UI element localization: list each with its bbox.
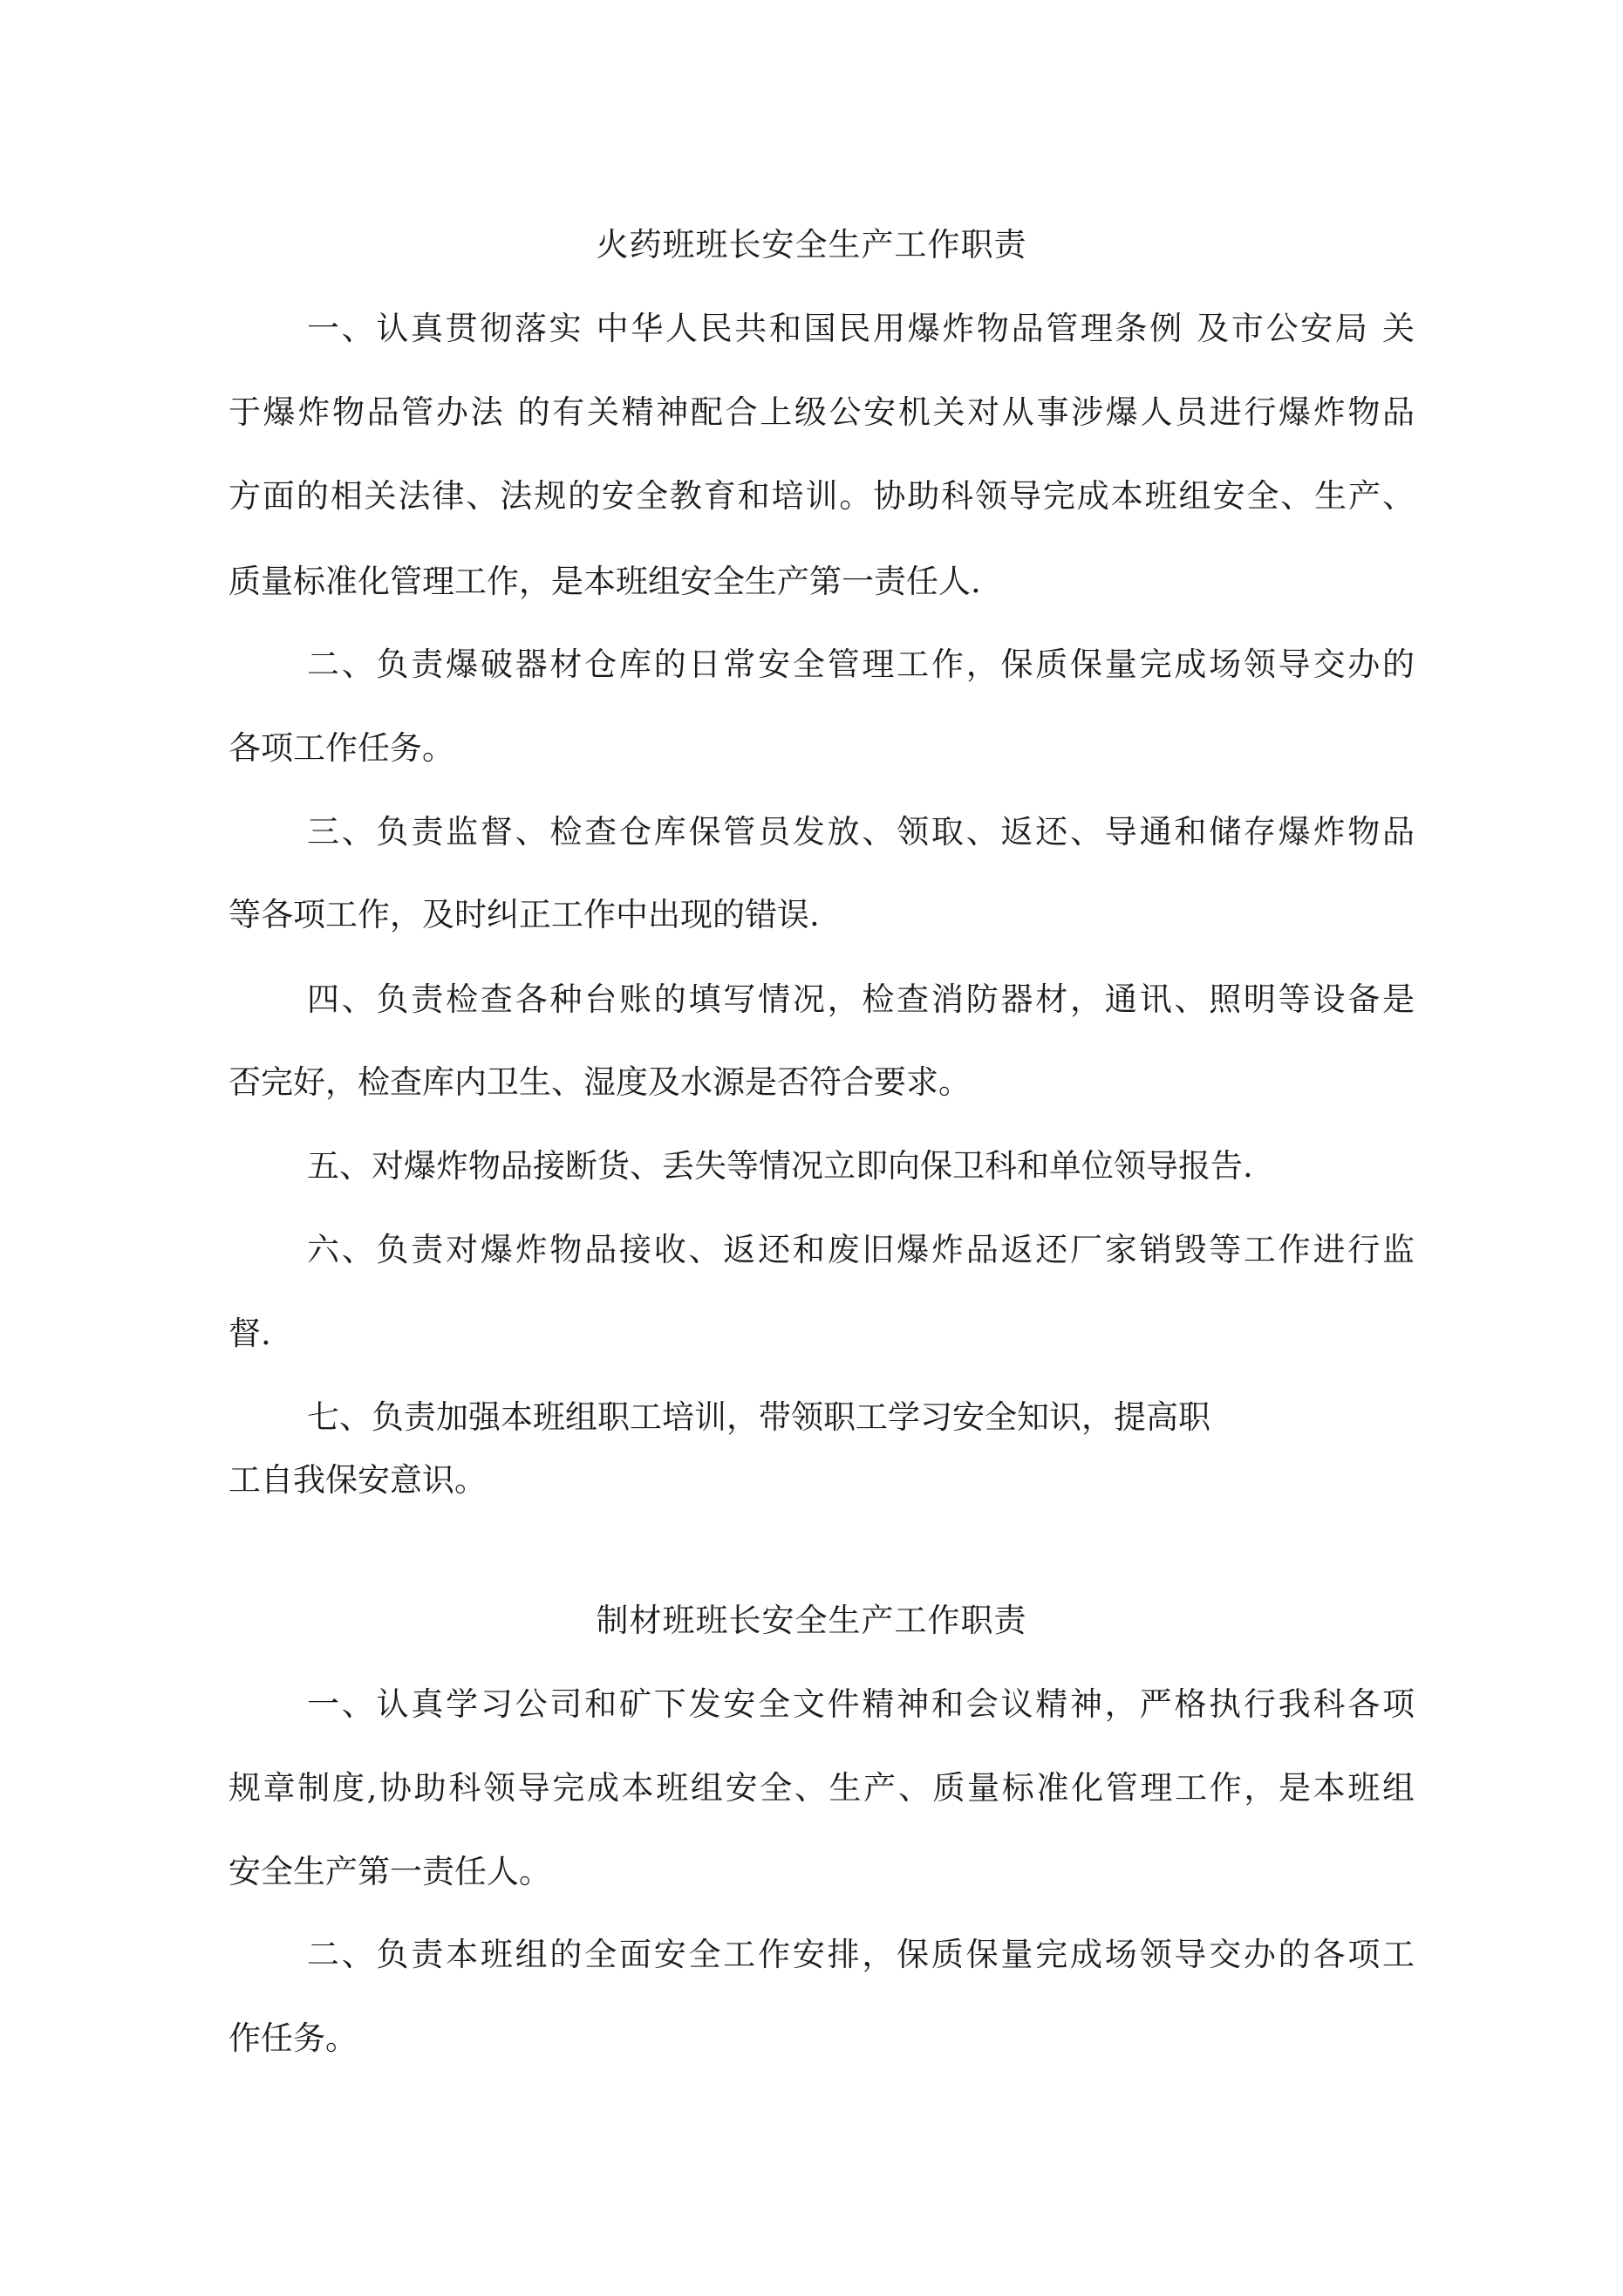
paragraph-line: 各项工作任务。 xyxy=(228,729,454,767)
paragraph-line: 督. xyxy=(228,1315,271,1352)
paragraph-line: 三、负责监督、检查仓库保管员发放、领取、返还、导通和储存爆炸物品 xyxy=(307,813,1415,851)
paragraph-line: 作任务。 xyxy=(228,2019,358,2057)
section2-title: 制材班班长安全生产工作职责 xyxy=(596,1602,1027,1639)
paragraph-line: 方面的相关法律、法规的安全教育和培训。协助科领导完成本班组安全、生产、 xyxy=(228,477,1415,515)
paragraph-line: 安全生产第一责任人。 xyxy=(228,1853,551,1890)
paragraph-line: 六、负责对爆炸物品接收、返还和废旧爆炸品返还厂家销毁等工作进行监 xyxy=(307,1231,1415,1268)
paragraph-line: 否完好，检查库内卫生、湿度及水源是否符合要求。 xyxy=(228,1063,971,1101)
paragraph-line: 工自我保安意识。 xyxy=(228,1461,487,1499)
paragraph-line: 五、对爆炸物品接断货、丢失等情况立即向保卫科和单位领导报告. xyxy=(307,1147,1253,1185)
paragraph-line: 规章制度,协助科领导完成本班组安全、生产、质量标准化管理工作，是本班组 xyxy=(228,1769,1415,1807)
paragraph-line: 一、认真学习公司和矿下发安全文件精神和会议精神，严格执行我科各项 xyxy=(307,1685,1415,1723)
paragraph-line: 质量标准化管理工作，是本班组安全生产第一责任人. xyxy=(228,563,981,600)
paragraph-line: 于爆炸物品管办法 的有关精神配合上级公安机关对从事涉爆人员进行爆炸物品 xyxy=(228,393,1415,431)
paragraph-line: 四、负责检查各种台账的填写情况，检查消防器材，通讯、照明等设备是 xyxy=(307,981,1415,1018)
paragraph-line: 七、负责加强本班组职工培训，带领职工学习安全知识，提高职 xyxy=(307,1398,1210,1436)
paragraph-line: 等各项工作，及时纠正工作中出现的错误. xyxy=(228,896,820,933)
section1-title: 火药班班长安全生产工作职责 xyxy=(596,226,1027,263)
paragraph-line: 二、负责爆破器材仓库的日常安全管理工作，保质保量完成场领导交办的 xyxy=(307,646,1415,683)
paragraph-line: 二、负责本班组的全面安全工作安排，保质保量完成场领导交办的各项工 xyxy=(307,1936,1415,1973)
paragraph-line: 一、认真贯彻落实 中华人民共和国民用爆炸物品管理条例 及市公安局 关 xyxy=(307,310,1415,347)
